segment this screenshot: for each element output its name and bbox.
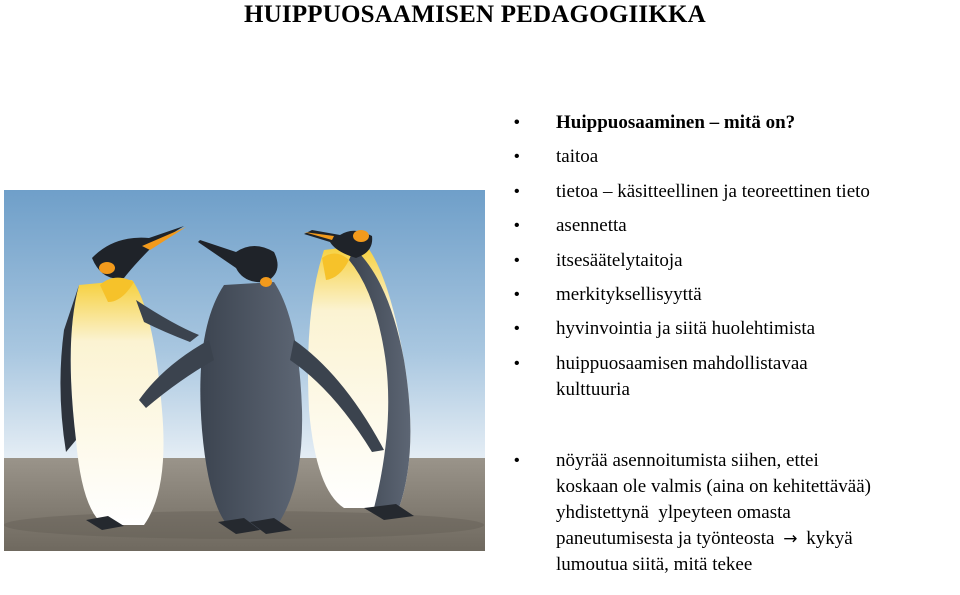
- culture-line-2: kulttuuria: [556, 378, 630, 400]
- slide-title: HUIPPUOSAAMISEN PEDAGOGIIKKA: [244, 1, 706, 28]
- bullet-item-humility: [514, 448, 960, 578]
- humility-line-4-start: paneutumisesta ja työnteosta: [556, 527, 775, 549]
- humility-line-5: lumoutua siitä, mitä tekee: [556, 553, 753, 575]
- bullet-heading: • Huippuosaaminen – mitä on?: [514, 110, 960, 136]
- bullet-item: • tietoa – käsitteellinen ja teoreettinen tieto: [514, 179, 960, 205]
- bullet-item: • taitoa: [514, 144, 960, 170]
- bullet-item: • asennetta: [514, 213, 960, 239]
- penguins-photo: [4, 190, 485, 551]
- humility-line-4: [556, 526, 960, 552]
- penguins-illustration: [4, 190, 485, 551]
- humility-line-1: • nöyrää asennoitumista siihen, ettei: [556, 449, 819, 471]
- bullet-item-culture: [514, 351, 960, 403]
- bullet-item: • itsesäätelytaitoja: [514, 248, 960, 274]
- humility-line-4-end: kykyä: [806, 527, 853, 549]
- bullet-item: • hyvinvointia ja siitä huolehtimista: [514, 316, 960, 342]
- bullet-item: • merkityksellisyyttä: [514, 282, 960, 308]
- humility-line-3: yhdistettynä ylpeyteen omasta: [556, 501, 791, 523]
- culture-line-1: • huippuosaamisen mahdollistavaa: [556, 352, 808, 374]
- arrow-right-icon: →: [783, 528, 798, 549]
- bullet-list: [514, 110, 960, 578]
- humility-line-2: koskaan ole valmis (aina on kehitettävää): [556, 475, 871, 497]
